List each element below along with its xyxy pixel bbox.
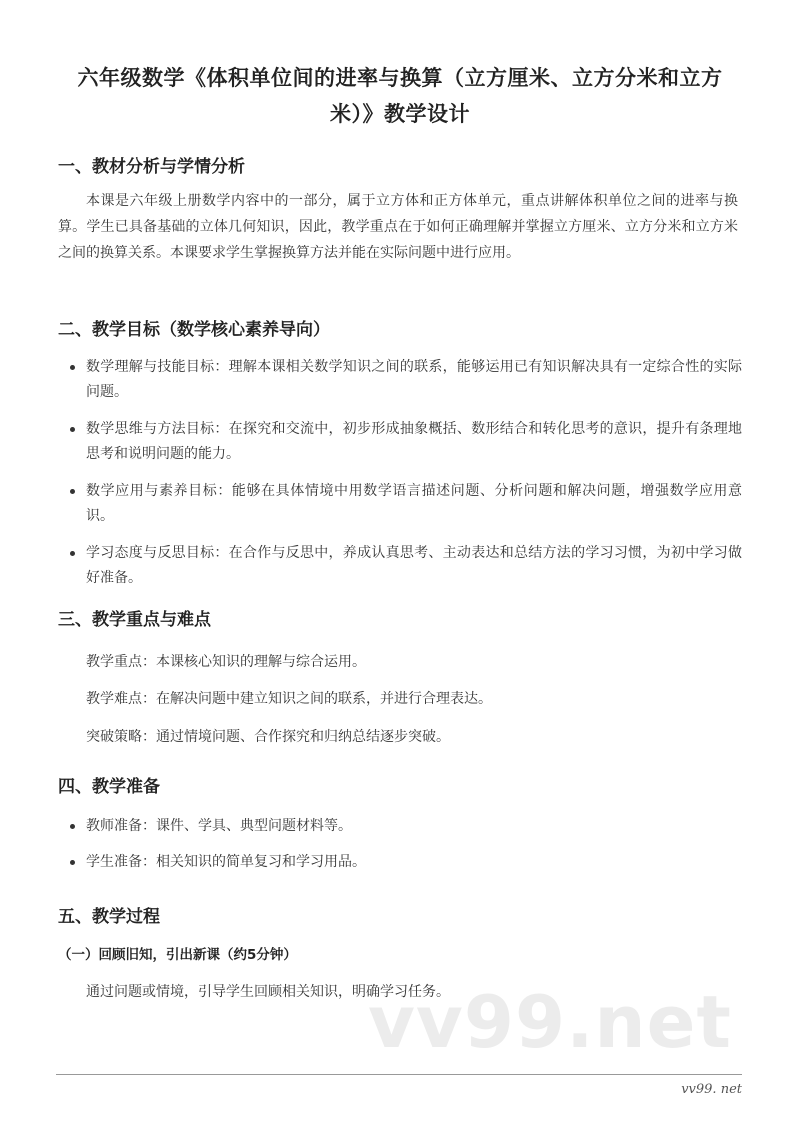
list-item: 数学思维与方法目标：在探究和交流中，初步形成抽象概括、数形结合和转化思考的意识，提升有条理地思考和说明问题的能力。 bbox=[58, 417, 742, 467]
bullet-icon bbox=[70, 860, 75, 865]
footer-divider bbox=[56, 1074, 742, 1075]
section-4-heading: 四、教学准备 bbox=[58, 777, 160, 797]
process-line: 通过问题或情境，引导学生回顾相关知识，明确学习任务。 bbox=[86, 984, 450, 1000]
watermark: vv99.net bbox=[368, 980, 732, 1064]
footer-text: vv99. net bbox=[681, 1082, 742, 1097]
section-1-heading: 一、教材分析与学情分析 bbox=[58, 157, 245, 177]
subsection-heading: （一）回顾旧知，引出新课（约5分钟） bbox=[58, 947, 297, 963]
section-1-paragraph: 本课是六年级上册数学内容中的一部分，属于立方体和正方体单元，重点讲解体积单位之间的进率与换算。学生已具备基础的立体几何知识，因此，教学重点在于如何正确理解并掌握立方厘米、立方分米和立方米之间的换算关系。本课要求学生掌握换算方法并能在实际问题中进行应用。 bbox=[58, 193, 738, 261]
document-title bbox=[58, 60, 742, 132]
list-item: 数学应用与素养目标：能够在具体情境中用数学语言描述问题、分析问题和解决问题，增强数学应用意识。 bbox=[58, 479, 742, 529]
bullet-icon bbox=[70, 551, 75, 556]
bullet-icon bbox=[70, 427, 75, 432]
list-item: 数学理解与技能目标：理解本课相关数学知识之间的联系，能够运用已有知识解决具有一定综合性的实际问题。 bbox=[58, 355, 742, 405]
difficulty-line: 教学难点：在解决问题中建立知识之间的联系，并进行合理表达。 bbox=[86, 691, 492, 707]
preparation-list bbox=[58, 814, 742, 875]
list-item: 学生准备：相关知识的简单复习和学习用品。 bbox=[58, 850, 742, 875]
section-5-heading: 五、教学过程 bbox=[58, 907, 160, 927]
objectives-list bbox=[58, 355, 742, 591]
bullet-icon bbox=[70, 489, 75, 494]
list-item: 学习态度与反思目标：在合作与反思中，养成认真思考、主动表达和总结方法的学习习惯，为初中学习做好准备。 bbox=[58, 541, 742, 591]
title-line-2: 米）》教学设计 bbox=[330, 102, 470, 126]
key-point-line: 教学重点：本课核心知识的理解与综合运用。 bbox=[86, 654, 366, 670]
section-2-heading: 二、教学目标（数学核心素养导向） bbox=[58, 320, 330, 340]
section-3-heading: 三、教学重点与难点 bbox=[58, 610, 211, 630]
bullet-icon bbox=[70, 365, 75, 370]
title-line-1: 六年级数学《体积单位间的进率与换算（立方厘米、立方分米和立方 bbox=[77, 66, 723, 90]
strategy-line: 突破策略：通过情境问题、合作探究和归纳总结逐步突破。 bbox=[86, 729, 450, 745]
list-item: 教师准备：课件、学具、典型问题材料等。 bbox=[58, 814, 742, 839]
bullet-icon bbox=[70, 824, 75, 829]
